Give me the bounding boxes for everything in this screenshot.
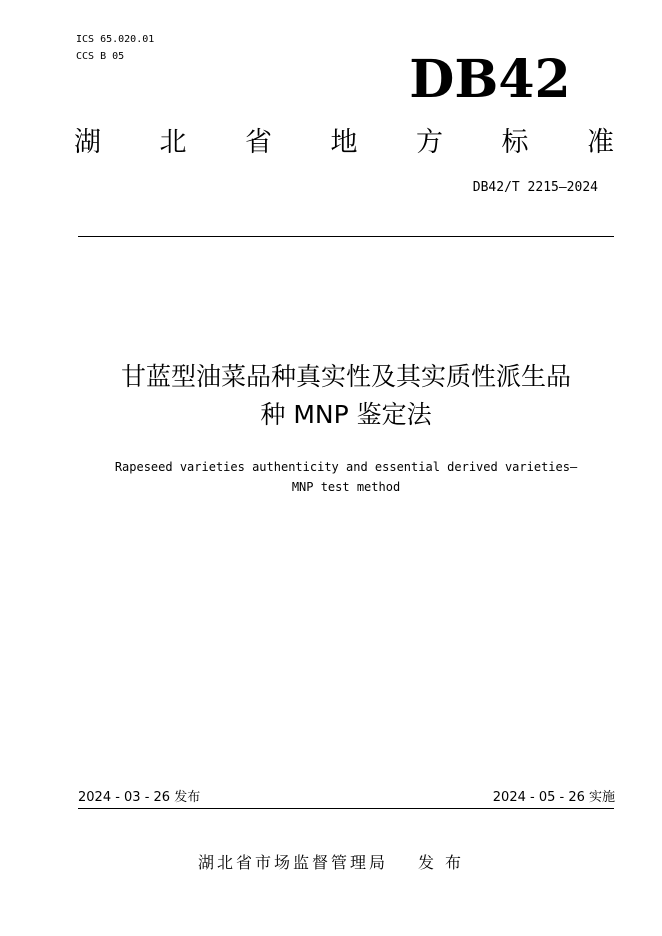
- header-divider: [78, 236, 614, 237]
- publisher-name: 湖北省市场监督管理局: [197, 853, 388, 872]
- footer-divider: [78, 808, 614, 809]
- chinese-title-line: 甘蓝型油菜品种真实性及其实质性派生品: [120, 362, 571, 391]
- chinese-title-line: 种 MNP 鉴定法: [260, 400, 432, 429]
- ics-code: ICS 65.020.01: [76, 34, 155, 45]
- standard-type-char: 北: [159, 127, 187, 158]
- standard-type-char: 准: [587, 127, 614, 158]
- english-title-line: Rapeseed varieties authenticity and essential derived varieties—: [114, 460, 578, 474]
- chinese-title: [70, 358, 622, 434]
- standard-logo: DB42: [409, 49, 571, 110]
- implementation-date: 2024 - 05 - 26 实施: [492, 790, 615, 805]
- standard-type-char: 省: [245, 127, 272, 158]
- ccs-code: CCS B 05: [76, 51, 125, 62]
- standard-type-char: 方: [416, 127, 443, 158]
- standard-type-char: 标: [501, 127, 529, 158]
- english-title-line: MNP test method: [291, 480, 401, 494]
- standard-type-char: 地: [330, 127, 358, 158]
- issue-date: 2024 - 03 - 26 发布: [78, 790, 201, 805]
- publish-word: 发 布: [417, 853, 465, 872]
- standard-type-title: [74, 125, 614, 161]
- standard-type-char: 湖: [74, 127, 101, 158]
- standard-number: DB42/T 2215—2024: [472, 180, 598, 195]
- publisher-line: [0, 852, 662, 874]
- english-title: [70, 457, 622, 497]
